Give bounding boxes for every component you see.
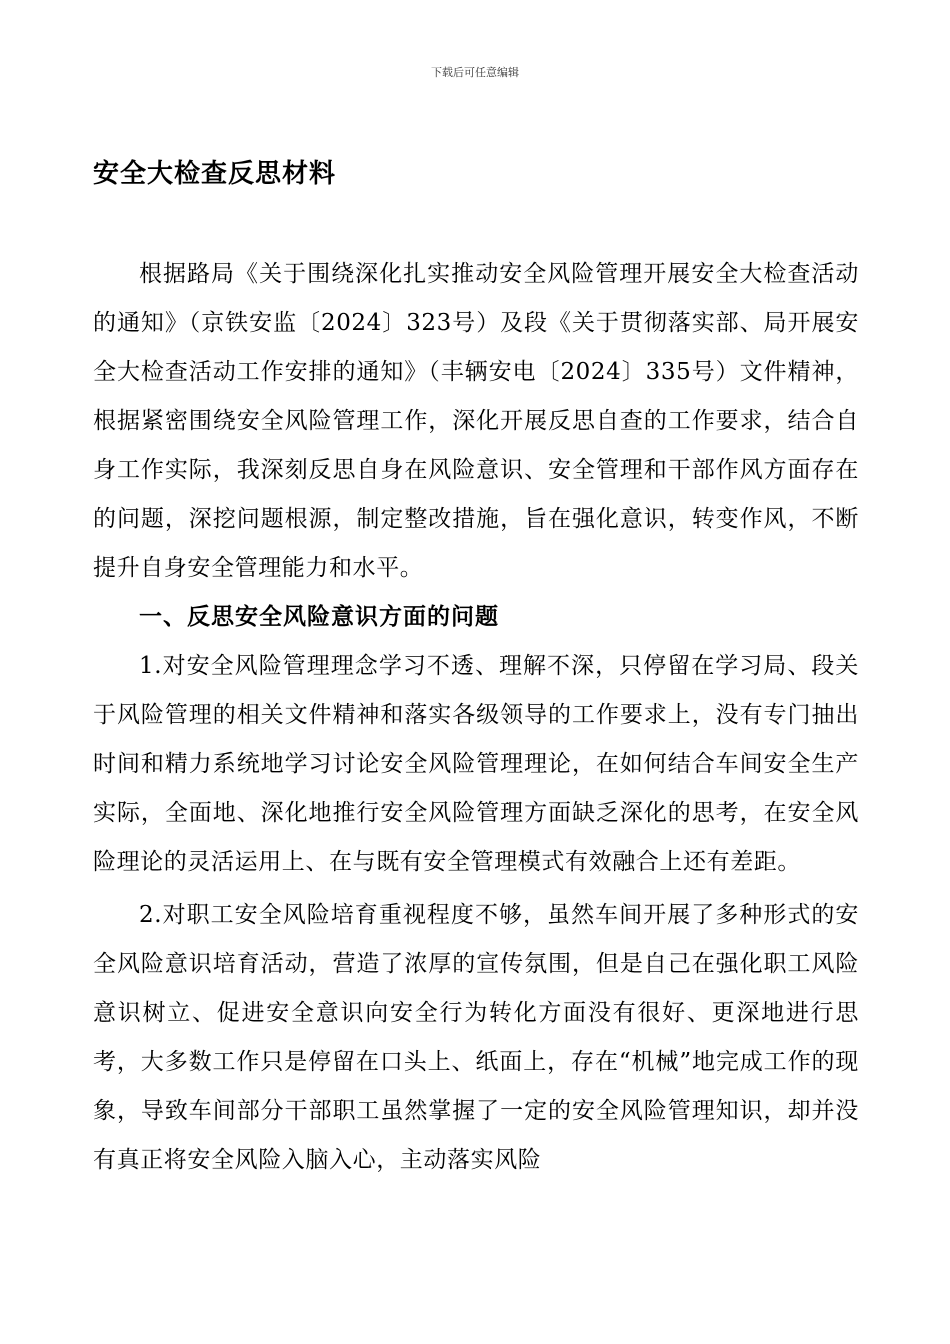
page-header-note: 下载后可任意编辑 [431,66,519,79]
section-heading-1: 一、反思安全风险意识方面的问题 [139,604,499,630]
item-paragraph-2: 2.对职工安全风险培育重视程度不够，虽然车间开展了多种形式的安全风险意识培育活动，营造了浓厚的宣传氛围，但是自己在强化职工风险意识树立、促进安全意识向安全行为转化方面没有很好、更深地进行思考，大多数工作只是停留在口头上、纸面上，存在“机械”地完成工作的现象，导致车间部分干部职工虽然掌握了一定的安全风险管理知识，却并没有真正将安全风险入脑入心，主动落实风险 [93,902,859,1173]
document-body [93,250,859,1185]
item-paragraph-1: 1.对安全风险管理理念学习不透、理解不深，只停留在学习局、段关于风险管理的相关文件精神和落实各级领导的工作要求上，没有专门抽出时间和精力系统地学习讨论安全风险管理理论，在如何结合车间安全生产实际，全面地、深化地推行安全风险管理方面缺乏深化的思考，在安全风险理论的灵活运用上、在与既有安全管理模式有效融合上还有差距。 [93,653,859,875]
intro-paragraph: 根据路局《关于围绕深化扎实推动安全风险管理开展安全大检查活动的通知》（京铁安监〔2024〕323号）及段《关于贯彻落实部、局开展安全大检查活动工作安排的通知》（丰辆安电〔2024〕335号）文件精神，根据紧密围绕安全风险管理工作，深化开展反思自查的工作要求，结合自身工作实际，我深刻反思自身在风险意识、安全管理和干部作风方面存在的问题，深挖问题根源，制定整改措施，旨在强化意识，转变作风，不断提升自身安全管理能力和水平。 [93,261,859,581]
document-title: 安全大检查反思材料 [93,159,337,189]
